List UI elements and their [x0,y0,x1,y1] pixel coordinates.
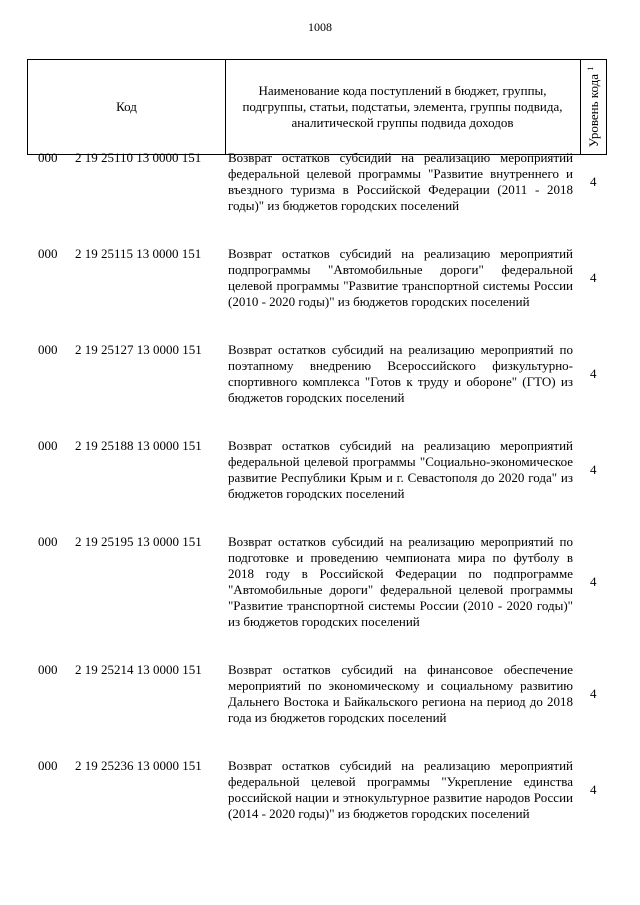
row-level: 4 [590,686,597,701]
row-prefix: 000 [38,342,58,357]
row-code: 2 19 25236 13 0000 151 [75,758,202,773]
row-code: 2 19 25195 13 0000 151 [75,534,202,549]
row-description: Возврат остатков субсидий на реализацию мероприятий федеральной целевой программы "Социально-экономическое развитие Республики Крым и г. Севастополя до 2020 года" из бюджетов городских поселений [228,438,573,501]
header-code: Код [28,60,226,154]
table-row [0,662,640,726]
header-name: Наименование кода поступлений в бюджет, группы, подгруппы, статьи, подстатьи, элемента, группы подвида, аналитической группы подвида доходов [225,60,581,154]
row-description: Возврат остатков субсидий на реализацию мероприятий по подготовке и проведению чемпионата мира по футболу в 2018 году в Российской Федерации по подпрограмме "Автомобильные дороги" федеральной целевой программы "Развитие транспортной системы России (2010 - 2020 годы)" из бюджетов городских поселений [228,534,573,629]
row-code: 2 19 25188 13 0000 151 [75,438,202,453]
table-row [0,758,640,822]
table-row [0,150,640,214]
table-row [0,534,640,630]
row-prefix: 000 [38,246,58,261]
row-prefix: 000 [38,758,58,773]
row-code: 2 19 25110 13 0000 151 [75,150,202,165]
row-code: 2 19 25127 13 0000 151 [75,342,202,357]
header-level-label: Уровень кода [585,74,601,148]
header-level-footnote: 1 [585,66,595,71]
header-level [585,67,601,147]
table-header [27,59,607,155]
row-description: Возврат остатков субсидий на реализацию мероприятий федеральной целевой программы "Развитие внутреннего и въездного туризма в Российской Федерации (2011 - 2018 годы)" из бюджетов городских поселений [228,150,573,213]
row-prefix: 000 [38,534,58,549]
header-level-cell [581,60,606,154]
row-level: 4 [590,270,597,285]
row-prefix: 000 [38,438,58,453]
table-row [0,246,640,310]
row-level: 4 [590,366,597,381]
table-body [0,150,640,854]
row-level: 4 [590,174,597,189]
row-description: Возврат остатков субсидий на реализацию мероприятий по поэтапному внедрению Всероссийского физкультурно-спортивного комплекса "Готов к труду и обороне" (ГТО) из бюджетов городских поселений [228,342,573,405]
row-level: 4 [590,462,597,477]
row-level: 4 [590,574,597,589]
row-description: Возврат остатков субсидий на реализацию мероприятий федеральной целевой программы "Укрепление единства российской нации и этнокультурное развитие народов России (2014 - 2020 годы)" из бюджетов городских поселений [228,758,573,821]
row-code: 2 19 25214 13 0000 151 [75,662,202,677]
row-description: Возврат остатков субсидий на реализацию мероприятий подпрограммы "Автомобильные дороги" федеральной целевой программы "Развитие транспортной системы России (2010 - 2020 годы)" из бюджетов городских поселений [228,246,573,309]
row-level: 4 [590,782,597,797]
row-code: 2 19 25115 13 0000 151 [75,246,202,261]
row-description: Возврат остатков субсидий на финансовое обеспечение мероприятий по экономическому и социальному развитию Дальнего Востока и Байкальского региона на период до 2018 года из бюджетов городских поселений [228,662,573,725]
table-row [0,342,640,406]
page-number: 1008 [308,20,332,34]
row-prefix: 000 [38,150,58,165]
table-row [0,438,640,502]
row-prefix: 000 [38,662,58,677]
